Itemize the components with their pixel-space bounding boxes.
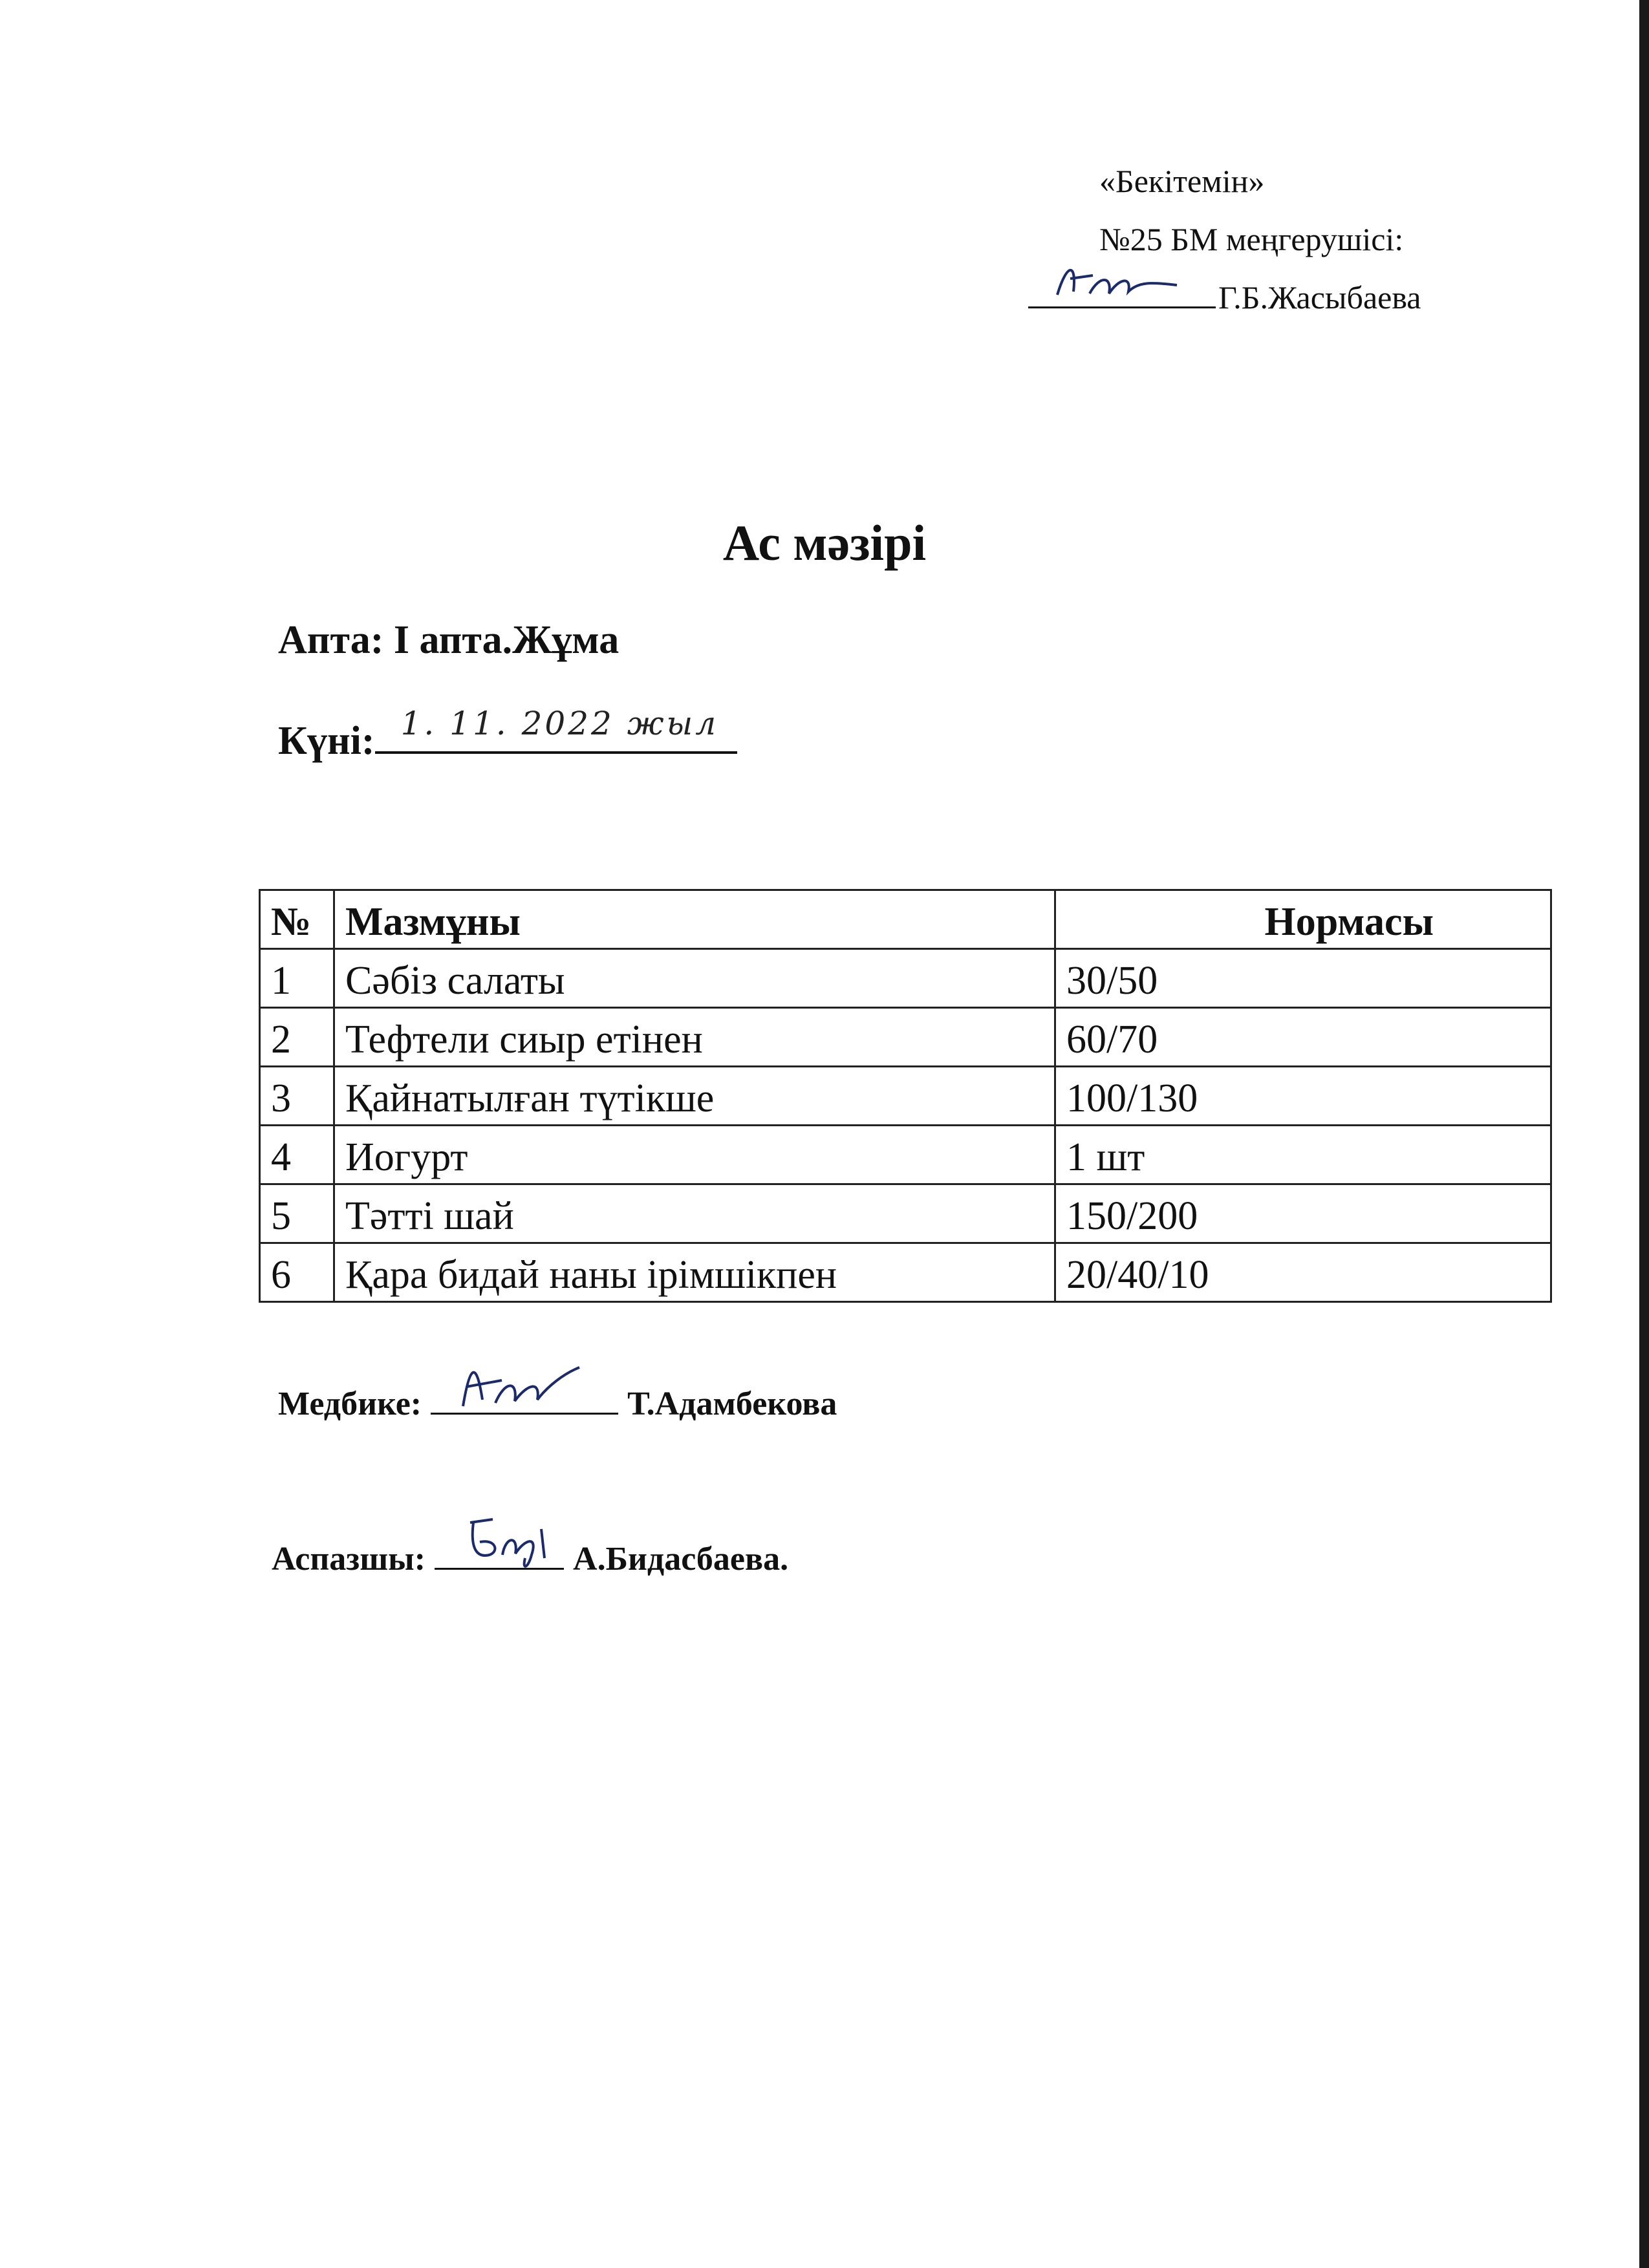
table-row [260,949,1551,1008]
cook-signature-row [272,1535,788,1578]
row-number: 2 [260,1008,334,1067]
medic-name: Т.Адамбекова [627,1385,837,1422]
table-row [260,1243,1551,1302]
week-line: Апта: І апта.Жұма [278,618,620,662]
table-row [260,1126,1551,1184]
row-norm: 150/200 [1055,1184,1551,1243]
date-field [375,705,737,754]
table-row [260,1067,1551,1126]
row-norm: 1 шт [1055,1126,1551,1184]
row-norm: 30/50 [1055,949,1551,1008]
scan-edge-bar [1639,0,1649,2268]
row-dish: Қара бидай наны ірімшікпен [334,1243,1055,1302]
director-name: Г.Б.Жасыбаева [1218,279,1421,316]
cook-name: А.Бидасбаева. [573,1541,789,1578]
medic-label: Медбике: [278,1385,422,1422]
approval-block [1099,152,1421,326]
row-number: 5 [260,1184,334,1243]
date-handwritten: 1. 11. 2022 жыл [400,705,719,742]
director-signature [1028,274,1216,308]
medic-signature-row [278,1380,837,1423]
row-number: 3 [260,1067,334,1126]
row-dish: Иогурт [334,1126,1055,1184]
row-dish: Тефтели сиыр етінен [334,1008,1055,1067]
header-norm: Нормасы [1055,890,1551,949]
row-norm: 100/130 [1055,1067,1551,1126]
approval-heading: «Бекітемін» [1099,163,1265,199]
approval-position: №25 БМ меңгерушісі: [1099,221,1404,257]
page-title: Ас мәзірі [722,515,927,571]
table-row [260,1008,1551,1067]
date-label: Күні: [278,719,375,763]
approval-signature-row [1028,268,1421,326]
row-norm: 20/40/10 [1055,1243,1551,1302]
menu-table [259,889,1552,1303]
row-number: 4 [260,1126,334,1184]
cook-signature [435,1535,564,1570]
date-line [278,705,737,764]
cook-label: Аспазшы: [272,1541,426,1578]
medic-signature [431,1380,618,1415]
header-number: № [260,890,334,949]
row-norm: 60/70 [1055,1008,1551,1067]
row-dish: Тәтті шай [334,1184,1055,1243]
row-number: 1 [260,949,334,1008]
table-row [260,1184,1551,1243]
row-number: 6 [260,1243,334,1302]
row-dish: Қайнатылған түтікше [334,1067,1055,1126]
row-dish: Сәбіз салаты [334,949,1055,1008]
header-content: Мазмұны [334,890,1055,949]
table-header-row [260,890,1551,949]
